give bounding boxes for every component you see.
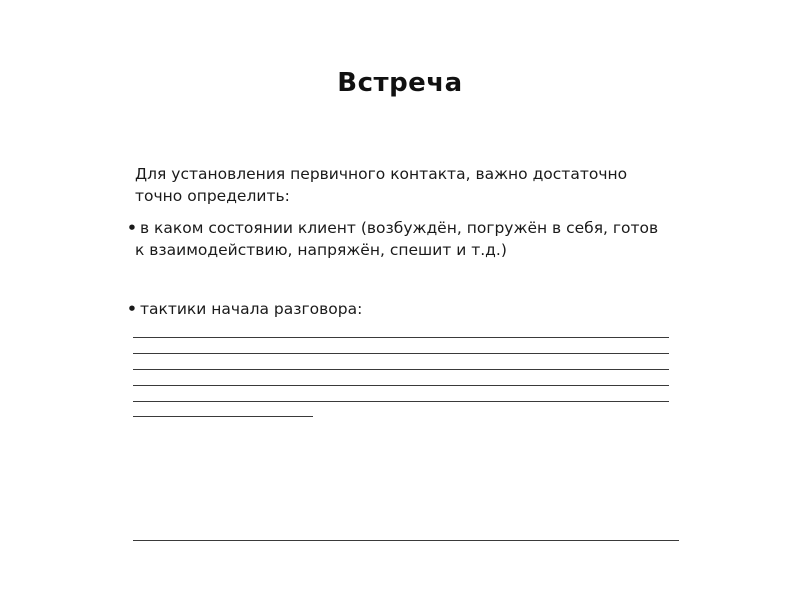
answer-line-short[interactable] [133,416,313,417]
bottom-divider [133,540,679,541]
intro-paragraph [135,163,675,207]
answer-line[interactable] [133,401,669,402]
slide-title: Встреча [337,68,463,98]
bullet-marker: • [127,219,137,237]
answer-line[interactable] [133,369,669,370]
bullet-conversation-tactics [127,298,677,320]
answer-line[interactable] [133,385,669,386]
bullet-marker: • [127,300,137,318]
intro-line-2: точно определить: [135,187,290,205]
answer-line[interactable] [133,337,669,338]
intro-line-1: Для установления первичного контакта, важно достаточно [135,165,628,183]
bullet-line-2: к взаимодействию, напряжён, спешит и т.д.) [135,241,507,259]
bullet-line-1: в каком состоянии клиент (возбуждён, погружён в себя, готов [139,219,659,237]
bullet-client-state [127,217,677,261]
answer-line[interactable] [133,353,669,354]
bullet-line-1: тактики начала разговора: [139,300,363,318]
